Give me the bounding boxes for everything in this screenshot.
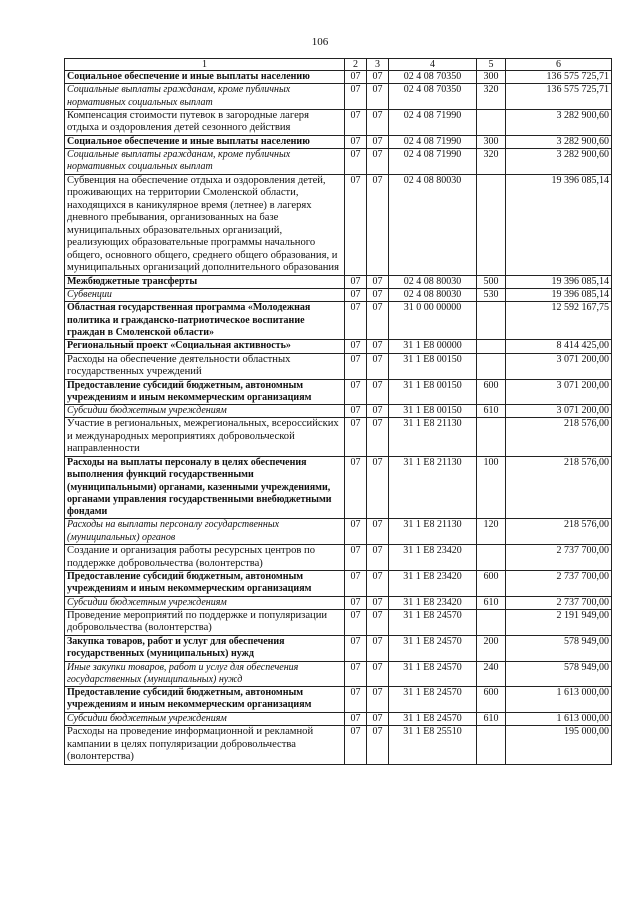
row-subsection-code: 07	[367, 635, 389, 661]
row-expense-type	[477, 726, 506, 765]
row-subsection-code: 07	[367, 418, 389, 457]
row-amount: 19 396 085,14	[506, 289, 612, 302]
row-section-code: 07	[345, 109, 367, 135]
row-section-code: 07	[345, 174, 367, 275]
row-name: Субсидии бюджетным учреждениям	[65, 405, 345, 418]
row-expense-type: 530	[477, 289, 506, 302]
row-subsection-code: 07	[367, 519, 389, 545]
row-subsection-code: 07	[367, 712, 389, 725]
row-amount: 3 282 900,60	[506, 109, 612, 135]
row-amount: 2 737 700,00	[506, 596, 612, 609]
row-amount: 578 949,00	[506, 661, 612, 687]
row-subsection-code: 07	[367, 726, 389, 765]
row-name: Межбюджетные трансферты	[65, 275, 345, 288]
row-name: Предоставление субсидий бюджетным, автономным учреждениям и иным некоммерческим организациям	[65, 379, 345, 405]
row-target-article: 31 1 E8 24570	[389, 661, 477, 687]
row-expense-type: 300	[477, 71, 506, 84]
table-row	[65, 545, 612, 571]
table-row	[65, 174, 612, 275]
table-row	[65, 379, 612, 405]
row-subsection-code: 07	[367, 687, 389, 713]
row-expense-type	[477, 353, 506, 379]
row-subsection-code: 07	[367, 174, 389, 275]
row-section-code: 07	[345, 149, 367, 175]
row-name: Предоставление субсидий бюджетным, автономным учреждениям и иным некоммерческим организациям	[65, 571, 345, 597]
row-amount: 218 576,00	[506, 456, 612, 518]
row-amount: 578 949,00	[506, 635, 612, 661]
row-section-code: 07	[345, 635, 367, 661]
header-col-3: 3	[367, 59, 389, 71]
row-name: Компенсация стоимости путевок в загородные лагеря отдыха и оздоровления детей сезонного действия	[65, 109, 345, 135]
row-target-article: 31 1 E8 21130	[389, 519, 477, 545]
table-row	[65, 596, 612, 609]
row-section-code: 07	[345, 84, 367, 110]
row-expense-type	[477, 174, 506, 275]
row-expense-type: 600	[477, 379, 506, 405]
row-subsection-code: 07	[367, 353, 389, 379]
row-name: Создание и организация работы ресурсных центров по поддержке добровольчества (волонтерства)	[65, 545, 345, 571]
row-section-code: 07	[345, 661, 367, 687]
row-name: Социальное обеспечение и иные выплаты населению	[65, 71, 345, 84]
row-target-article: 02 4 08 71990	[389, 109, 477, 135]
row-expense-type: 610	[477, 712, 506, 725]
row-name: Иные закупки товаров, работ и услуг для обеспечения государственных (муниципальных) нужд	[65, 661, 345, 687]
row-name: Расходы на выплаты персоналу в целях обеспечения выполнения функций государственными (муниципальными) органами, казенными учреждениями, органами управления государственными внебюджетными фондами	[65, 456, 345, 518]
table-row	[65, 289, 612, 302]
table-row	[65, 340, 612, 353]
table-header-row	[65, 59, 612, 71]
row-name: Закупка товаров, работ и услуг для обеспечения государственных (муниципальных) нужд	[65, 635, 345, 661]
table-row	[65, 302, 612, 340]
row-section-code: 07	[345, 726, 367, 765]
row-subsection-code: 07	[367, 135, 389, 148]
table-row	[65, 353, 612, 379]
row-amount: 2 737 700,00	[506, 571, 612, 597]
row-section-code: 07	[345, 418, 367, 457]
row-section-code: 07	[345, 571, 367, 597]
row-section-code: 07	[345, 456, 367, 518]
row-expense-type: 320	[477, 84, 506, 110]
row-subsection-code: 07	[367, 71, 389, 84]
table-row	[65, 418, 612, 457]
row-amount: 195 000,00	[506, 726, 612, 765]
row-expense-type	[477, 109, 506, 135]
row-name: Участие в региональных, межрегиональных, всероссийских и международных мероприятиях добровольческой направленности	[65, 418, 345, 457]
row-section-code: 07	[345, 353, 367, 379]
row-expense-type: 320	[477, 149, 506, 175]
header-col-4: 4	[389, 59, 477, 71]
table-row	[65, 456, 612, 518]
row-section-code: 07	[345, 289, 367, 302]
table-row	[65, 571, 612, 597]
table-row	[65, 726, 612, 765]
row-section-code: 07	[345, 302, 367, 340]
row-subsection-code: 07	[367, 109, 389, 135]
row-amount: 2 191 949,00	[506, 609, 612, 635]
row-target-article: 31 1 E8 00150	[389, 405, 477, 418]
row-subsection-code: 07	[367, 149, 389, 175]
budget-table	[64, 58, 612, 765]
row-section-code: 07	[345, 545, 367, 571]
row-amount: 1 613 000,00	[506, 687, 612, 713]
row-name: Предоставление субсидий бюджетным, автономным учреждениям и иным некоммерческим организациям	[65, 687, 345, 713]
row-subsection-code: 07	[367, 275, 389, 288]
row-expense-type: 610	[477, 596, 506, 609]
row-target-article: 31 1 E8 23420	[389, 596, 477, 609]
row-subsection-code: 07	[367, 405, 389, 418]
row-target-article: 02 4 08 71990	[389, 149, 477, 175]
row-name: Субсидии бюджетным учреждениям	[65, 712, 345, 725]
row-amount: 218 576,00	[506, 519, 612, 545]
row-expense-type	[477, 609, 506, 635]
row-section-code: 07	[345, 519, 367, 545]
row-section-code: 07	[345, 340, 367, 353]
row-subsection-code: 07	[367, 289, 389, 302]
row-expense-type: 600	[477, 687, 506, 713]
row-name: Субвенция на обеспечение отдыха и оздоровления детей, проживающих на территории Смоленской области, находящихся в каникулярное время (летнее) в лагерях дневного пребывания, организованных на базе муниципальных образовательных организаций, реализующих образовательные программы начального общего, основного общего, среднего общего образования, и муниципальных организаций дополнительного образования	[65, 174, 345, 275]
row-section-code: 07	[345, 405, 367, 418]
table-row	[65, 109, 612, 135]
row-name: Расходы на выплаты персоналу государственных (муниципальных) органов	[65, 519, 345, 545]
row-name: Региональный проект «Социальная активность»	[65, 340, 345, 353]
row-section-code: 07	[345, 596, 367, 609]
table-row	[65, 687, 612, 713]
row-amount: 8 414 425,00	[506, 340, 612, 353]
row-subsection-code: 07	[367, 609, 389, 635]
row-section-code: 07	[345, 275, 367, 288]
row-section-code: 07	[345, 712, 367, 725]
row-name: Социальные выплаты гражданам, кроме публичных нормативных социальных выплат	[65, 149, 345, 175]
row-target-article: 02 4 08 80030	[389, 275, 477, 288]
row-amount: 3 282 900,60	[506, 135, 612, 148]
table-row	[65, 275, 612, 288]
row-amount: 19 396 085,14	[506, 275, 612, 288]
row-target-article: 31 1 E8 24570	[389, 712, 477, 725]
row-target-article: 02 4 08 80030	[389, 174, 477, 275]
row-amount: 19 396 085,14	[506, 174, 612, 275]
row-target-article: 31 1 E8 24570	[389, 609, 477, 635]
row-amount: 2 737 700,00	[506, 545, 612, 571]
row-target-article: 31 1 E8 21130	[389, 418, 477, 457]
row-target-article: 31 1 E8 00150	[389, 379, 477, 405]
row-subsection-code: 07	[367, 596, 389, 609]
row-subsection-code: 07	[367, 302, 389, 340]
table-row	[65, 84, 612, 110]
table-row	[65, 135, 612, 148]
row-expense-type	[477, 302, 506, 340]
row-amount: 218 576,00	[506, 418, 612, 457]
row-amount: 3 071 200,00	[506, 353, 612, 379]
table-row	[65, 519, 612, 545]
row-expense-type: 610	[477, 405, 506, 418]
row-amount: 3 282 900,60	[506, 149, 612, 175]
row-expense-type: 500	[477, 275, 506, 288]
table-row	[65, 149, 612, 175]
table-row	[65, 405, 612, 418]
row-expense-type: 120	[477, 519, 506, 545]
header-col-2: 2	[345, 59, 367, 71]
table-row	[65, 712, 612, 725]
row-subsection-code: 07	[367, 661, 389, 687]
row-name: Субсидии бюджетным учреждениям	[65, 596, 345, 609]
row-amount: 136 575 725,71	[506, 71, 612, 84]
table-row	[65, 635, 612, 661]
row-subsection-code: 07	[367, 571, 389, 597]
row-section-code: 07	[345, 687, 367, 713]
row-target-article: 02 4 08 70350	[389, 71, 477, 84]
row-target-article: 31 1 E8 21130	[389, 456, 477, 518]
row-section-code: 07	[345, 609, 367, 635]
row-subsection-code: 07	[367, 456, 389, 518]
row-name: Социальные выплаты гражданам, кроме публичных нормативных социальных выплат	[65, 84, 345, 110]
row-expense-type: 200	[477, 635, 506, 661]
row-expense-type: 240	[477, 661, 506, 687]
table-row	[65, 661, 612, 687]
row-target-article: 02 4 08 80030	[389, 289, 477, 302]
row-amount: 3 071 200,00	[506, 379, 612, 405]
row-name: Проведение мероприятий по поддержке и популяризации добровольчества (волонтерства)	[65, 609, 345, 635]
row-amount: 12 592 167,75	[506, 302, 612, 340]
row-target-article: 31 1 E8 25510	[389, 726, 477, 765]
row-expense-type	[477, 340, 506, 353]
row-section-code: 07	[345, 71, 367, 84]
row-subsection-code: 07	[367, 379, 389, 405]
page-number: 106	[311, 36, 329, 48]
row-subsection-code: 07	[367, 84, 389, 110]
row-subsection-code: 07	[367, 545, 389, 571]
row-name: Субвенции	[65, 289, 345, 302]
row-name: Областная государственная программа «Молодежная политика и гражданско-патриотическое воспитание граждан в Смоленской области»	[65, 302, 345, 340]
row-target-article: 31 0 00 00000	[389, 302, 477, 340]
row-expense-type	[477, 418, 506, 457]
row-target-article: 31 1 E8 23420	[389, 571, 477, 597]
row-target-article: 31 1 E8 00150	[389, 353, 477, 379]
row-amount: 1 613 000,00	[506, 712, 612, 725]
header-col-5: 5	[477, 59, 506, 71]
row-name: Расходы на проведение информационной и рекламной кампании в целях популяризации добровольчества (волонтерства)	[65, 726, 345, 765]
row-target-article: 31 1 E8 24570	[389, 687, 477, 713]
header-col-6: 6	[506, 59, 612, 71]
row-subsection-code: 07	[367, 340, 389, 353]
table-row	[65, 609, 612, 635]
row-section-code: 07	[345, 379, 367, 405]
header-col-1: 1	[65, 59, 345, 71]
row-target-article: 31 1 E8 23420	[389, 545, 477, 571]
row-target-article: 31 1 E8 24570	[389, 635, 477, 661]
row-expense-type: 100	[477, 456, 506, 518]
row-target-article: 31 1 E8 00000	[389, 340, 477, 353]
table-row	[65, 71, 612, 84]
row-amount: 136 575 725,71	[506, 84, 612, 110]
row-expense-type	[477, 545, 506, 571]
row-target-article: 02 4 08 71990	[389, 135, 477, 148]
row-name: Расходы на обеспечение деятельности областных государственных учреждений	[65, 353, 345, 379]
row-expense-type: 300	[477, 135, 506, 148]
row-section-code: 07	[345, 135, 367, 148]
row-amount: 3 071 200,00	[506, 405, 612, 418]
row-expense-type: 600	[477, 571, 506, 597]
row-target-article: 02 4 08 70350	[389, 84, 477, 110]
row-name: Социальное обеспечение и иные выплаты населению	[65, 135, 345, 148]
